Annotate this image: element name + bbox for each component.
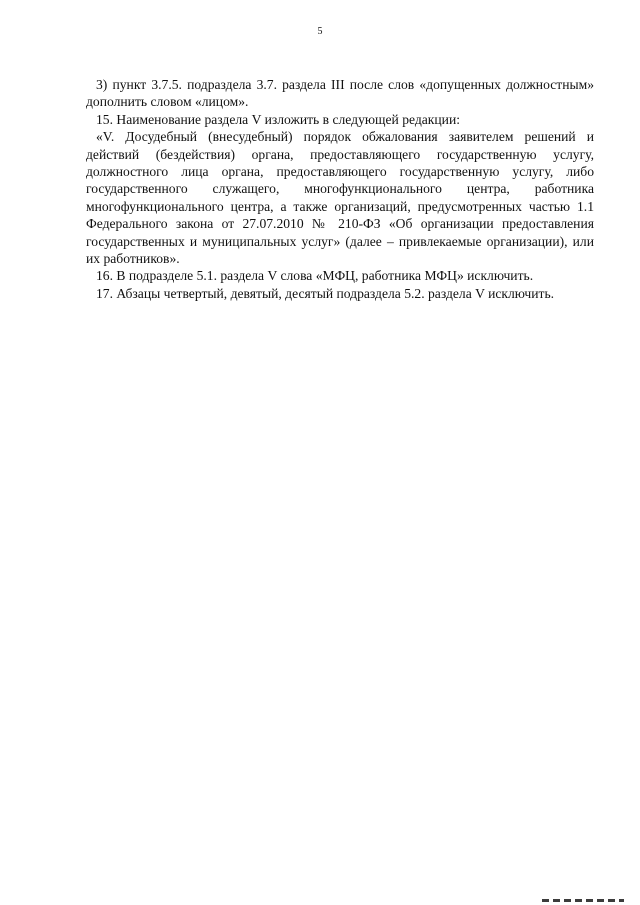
- paragraph-section-v-title: «V. Досудебный (внесудебный) порядок обжалования заявителем решений и действий (бездействия) органа, предоставляющего государственную услугу, должностного лица органа, предоставляющего государственную услугу, либо государственного служащего, многофункционального центра, работника многофункционального центра, а также организаций, предусмотренных частью 1.1 Федерального закона от 27.07.2010 № 210-ФЗ «Об организации предоставления государственных и муниципальных услуг» (далее – привлекаемые организации), или их работников».: [86, 129, 594, 267]
- page-number: 5: [317, 26, 323, 37]
- paragraph-item-15: 15. Наименование раздела V изложить в следующей редакции:: [96, 111, 460, 127]
- paragraph-item-16: 16. В подразделе 5.1. раздела V слова «МФЦ, работника МФЦ» исключить.: [96, 268, 534, 284]
- paragraph-item-17: 17. Абзацы четвертый, девятый, десятый подраздела 5.2. раздела V исключить.: [96, 285, 555, 301]
- paragraph-item-3: 3) пункт 3.7.5. подраздела 3.7. раздела III после слов «допущенных должностным» дополнить словом «лицом».: [86, 77, 594, 110]
- document-body: [86, 76, 594, 302]
- scan-edge-mark: [542, 899, 624, 902]
